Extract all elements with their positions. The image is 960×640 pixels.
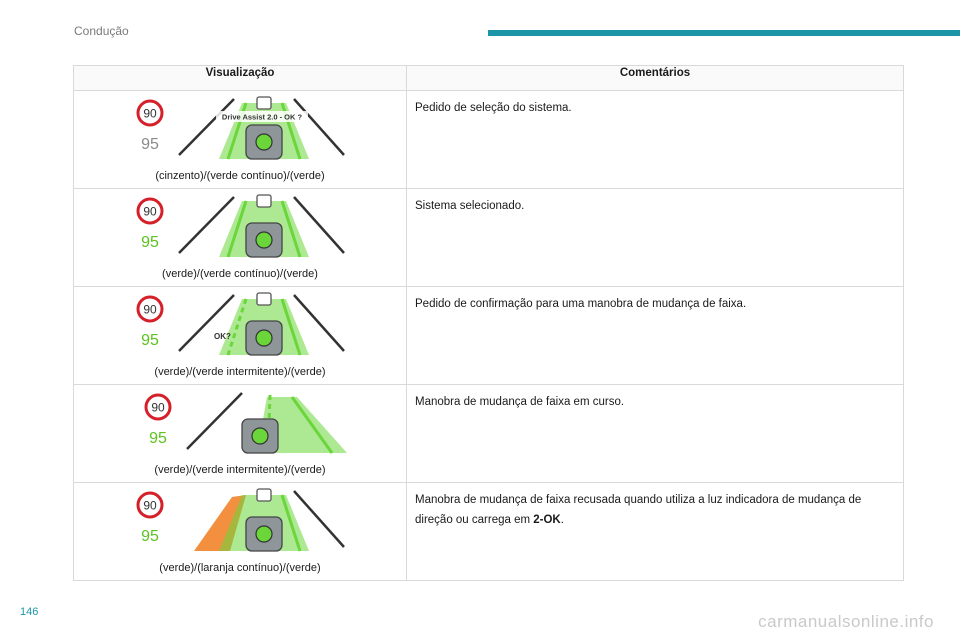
display-cell [74,287,407,385]
display-caption: (verde)/(laranja contínuo)/(verde) [159,562,321,574]
ego-car-icon [246,321,282,355]
ego-car-icon [246,223,282,257]
watermark: carmanualsonline.info [758,612,934,631]
display-caption: (verde)/(verde intermitente)/(verde) [154,366,326,378]
table-row [74,91,904,189]
speed-set-text: 90 [143,204,157,219]
vehicle-ahead-icon [257,489,271,501]
speed-actual-text: 95 [149,430,167,447]
speed-limit-sign [146,395,170,419]
display-caption: (verde)/(verde contínuo)/(verde) [162,268,318,280]
display-cell [74,483,407,581]
comment-cell [407,483,904,581]
column-header-comments: Comentários [407,66,904,91]
comment-text: Pedido de seleção do sistema. [415,102,572,114]
comment-cell [407,189,904,287]
comment-text: Sistema selecionado. [415,200,525,212]
speed-set-text: 90 [143,302,157,317]
speed-limit-sign [138,101,162,125]
info-table [73,65,904,581]
page-number: 146 [20,606,39,618]
comment-cell [407,385,904,483]
display-cell [74,385,407,483]
comment-text: Manobra de mudança de faixa recusada quando utiliza a luz indicadora de mudança de direção ou carrega em [415,494,862,526]
driver-assist-display-illustration [134,291,354,359]
section-title: Condução [74,24,129,38]
lane-line-left [187,393,242,449]
ego-car-icon [246,125,282,159]
table-row [74,189,904,287]
ego-car-icon [242,419,278,453]
prompt-text: Drive Assist 2.0 - OK ? [221,112,303,122]
speed-actual-text: 95 [141,234,159,251]
table-row [74,287,904,385]
speed-limit-sign [138,297,162,321]
comment-cell [407,287,904,385]
display-caption: (cinzento)/(verde contínuo)/(verde) [155,170,325,182]
column-header-visual: Visualização [74,66,407,91]
speed-set-text: 90 [143,498,157,513]
prompt-text: OK? [214,332,231,341]
vehicle-ahead-icon [257,293,271,305]
comment-key-label: 2-OK [533,514,561,526]
driver-assist-display-illustration [134,95,354,163]
driver-assist-display-illustration [134,193,354,261]
display-cell [74,91,407,189]
driver-assist-display-illustration [134,487,354,555]
speed-limit-sign [138,199,162,223]
speed-limit-sign [138,493,162,517]
speed-actual-text: 95 [141,136,159,153]
comment-text-end: . [560,514,564,526]
table-row [74,483,904,581]
speed-set-text: 90 [151,400,165,415]
comment-cell [407,91,904,189]
table-row [74,385,904,483]
speed-actual-text: 95 [141,332,159,349]
speed-set-text: 90 [143,106,157,121]
vehicle-ahead-icon [257,97,271,109]
ego-car-icon [246,517,282,551]
header-accent-bar [488,30,960,36]
table-header-row [74,66,904,91]
comment-text: Manobra de mudança de faixa em curso. [415,396,625,408]
vehicle-ahead-icon [257,195,271,207]
comment-text: Pedido de confirmação para uma manobra de mudança de faixa. [415,298,747,310]
driver-assist-display-illustration [142,389,362,457]
speed-actual-text: 95 [141,528,159,545]
display-cell [74,189,407,287]
display-caption: (verde)/(verde intermitente)/(verde) [154,464,326,476]
